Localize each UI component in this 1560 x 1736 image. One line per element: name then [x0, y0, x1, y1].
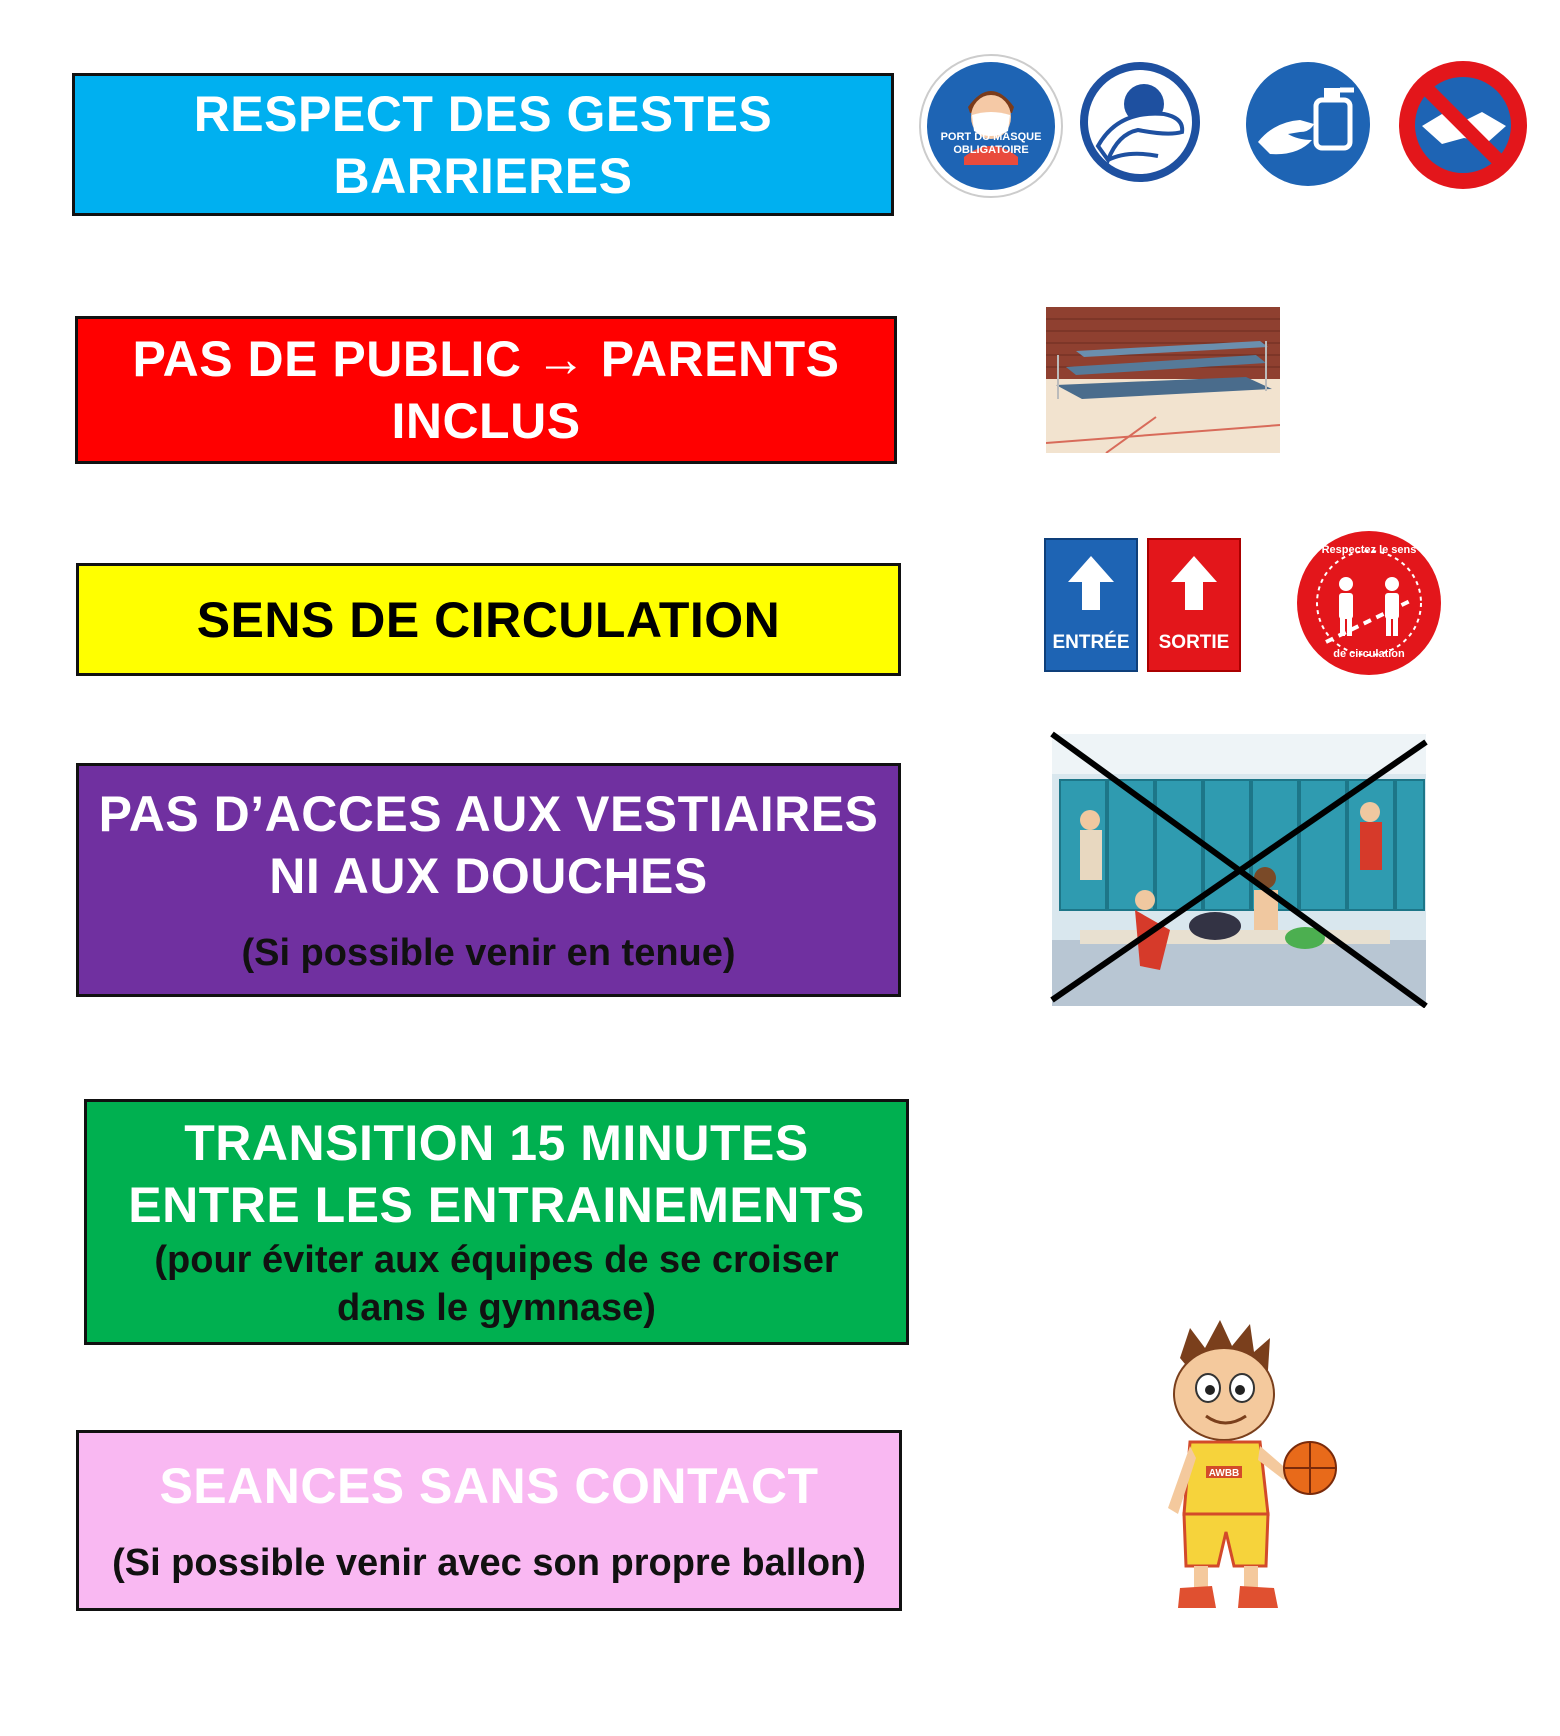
pas-de-public-banner — [75, 316, 897, 464]
respect-circulation-icon — [1296, 530, 1442, 676]
mask-text-2: OBLIGATOIRE — [953, 144, 1029, 156]
mask-text-1: PORT DU MASQUE — [940, 131, 1042, 143]
sans-contact-banner — [76, 1430, 902, 1611]
mascot-jersey-text: AWBB — [1208, 1468, 1240, 1479]
banner-line-1: SEANCES SANS CONTACT — [159, 1457, 819, 1514]
vestiaires-banner — [76, 763, 901, 997]
exit-label: SORTIE — [1158, 632, 1230, 653]
entrance-label: ENTRÉE — [1052, 632, 1130, 653]
basketball-mascot-illustration — [1150, 1318, 1350, 1618]
circulation-bottom-text: de circulation — [1333, 648, 1405, 660]
entrance-sign-icon — [1044, 538, 1138, 672]
exit-sign-icon — [1147, 538, 1241, 672]
banner-line-2: ENTRE LES ENTRAINEMENTS — [128, 1177, 865, 1233]
banner-line-1: SENS DE CIRCULATION — [196, 591, 781, 648]
gestes-barrieres-banner — [72, 73, 894, 216]
cough-elbow-icon — [1078, 60, 1202, 184]
banner-note: (Si possible venir en tenue) — [241, 932, 736, 974]
circulation-top-text: Respectez le sens — [1321, 544, 1417, 556]
banner-note: (Si possible venir avec son propre ballon) — [112, 1541, 866, 1584]
hand-sanitizer-icon — [1244, 60, 1372, 188]
banner-line-1: PAS DE PUBLIC → PARENTS — [132, 331, 840, 387]
banner-line-1: TRANSITION 15 MINUTES — [184, 1115, 809, 1171]
banner-line-2: NI AUX DOUCHES — [269, 848, 708, 904]
banner-line-1: PAS D’ACCES AUX VESTIAIRES — [98, 786, 879, 842]
banner-line-2: INCLUS — [391, 393, 581, 449]
mask-mandatory-icon — [918, 53, 1064, 199]
sens-de-circulation-banner — [76, 563, 901, 676]
bleachers-photo — [1046, 307, 1280, 453]
transition-banner — [84, 1099, 909, 1345]
banner-note-2: dans le gymnase) — [337, 1287, 656, 1329]
banner-line-1: RESPECT DES GESTES — [193, 85, 773, 142]
no-handshake-icon — [1398, 60, 1528, 190]
banner-line-2: BARRIERES — [333, 147, 633, 204]
banner-note-1: (pour éviter aux équipes de se croiser — [154, 1239, 839, 1281]
locker-room-crossed-illustration — [1050, 730, 1428, 1008]
